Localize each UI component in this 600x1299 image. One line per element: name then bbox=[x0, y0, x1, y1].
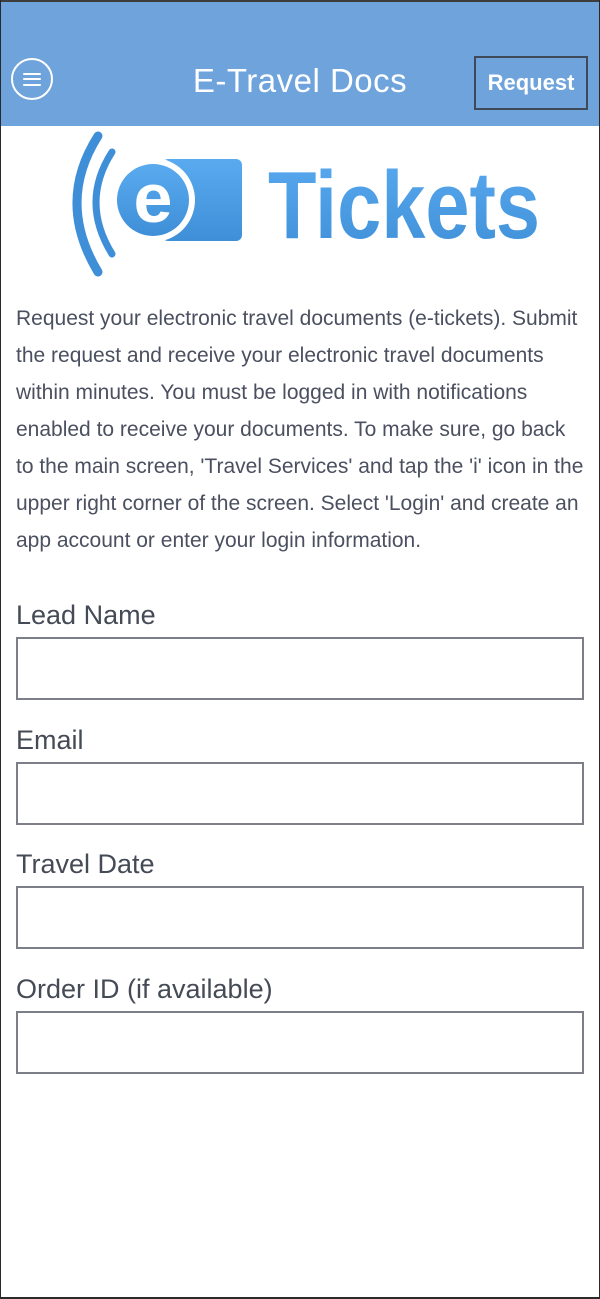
email-input[interactable] bbox=[16, 762, 584, 825]
page-title: E-Travel Docs bbox=[192, 62, 408, 99]
lead-name-label: Lead Name bbox=[16, 600, 156, 630]
app-header bbox=[0, 0, 600, 126]
lead-name-input[interactable] bbox=[16, 637, 584, 700]
e-badge-icon bbox=[111, 158, 242, 242]
e-tickets-logo bbox=[60, 126, 550, 278]
order-id-input[interactable] bbox=[16, 1011, 584, 1074]
request-button[interactable]: Request bbox=[474, 56, 588, 110]
logo-e-letter: e bbox=[133, 159, 173, 237]
travel-date-input[interactable] bbox=[16, 886, 584, 949]
intro-description: Request your electronic travel documents (e-tickets). Submit the request and receive your electronic travel documents within minutes. You must be logged in with notifications enabled to receive your documents. To make sure, go back to the main screen, 'Travel Services' and tap the 'i' icon in the upper right corner of the screen. Select 'Login' and create an app account or enter your login information. bbox=[16, 307, 584, 552]
logo-text: Tickets bbox=[268, 152, 540, 259]
order-id-label: Order ID (if available) bbox=[16, 974, 273, 1004]
travel-date-label: Travel Date bbox=[16, 849, 155, 879]
email-label: Email bbox=[16, 725, 84, 755]
signal-waves-icon bbox=[77, 136, 112, 272]
